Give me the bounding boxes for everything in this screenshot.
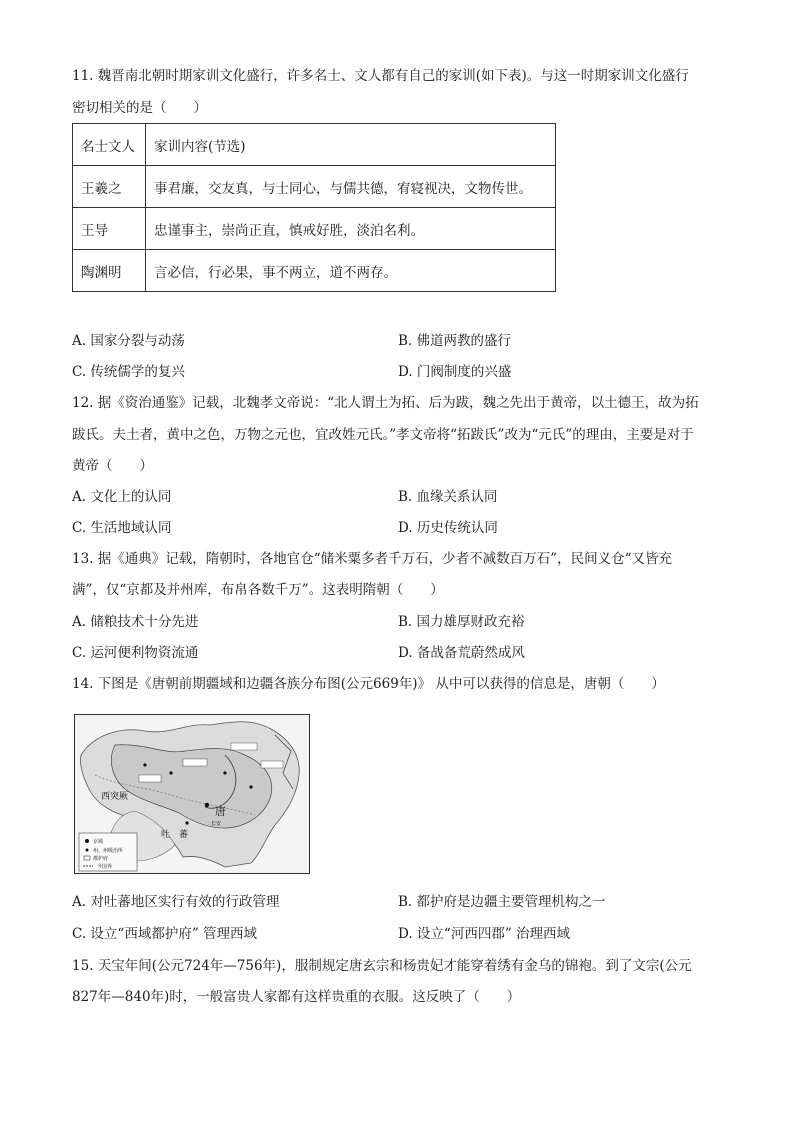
table-cell: 言必信，行必果，事不两立，道不两存。 [146, 250, 556, 292]
map-legend-protectorate: 都护府 [93, 856, 109, 862]
q11-stem-line2: 密切相关的是（ ） [72, 100, 207, 116]
q13-option-b[interactable]: B. 国力雄厚财政充裕 [398, 614, 525, 630]
table-cell: 事君廉，交友真，与士同心，与儒共德，宥寝视决，文物传世。 [146, 166, 556, 208]
table-header-cell: 名士文人 [73, 124, 146, 166]
map-label-tubo: 吐 蕃 [161, 830, 189, 840]
q12-stem-line2: 跋氏。夫土者，黄中之色，万物之元也，宜改姓元氏。”孝文帝将“拓跋氏”改为“元氏”的理由，主要是对于 [72, 427, 694, 443]
q13-stem-line2: 满”，仅“京都及并州库，布帛各数千万”。这表明隋朝（ ） [72, 582, 444, 598]
table-header-row [73, 124, 556, 166]
map-legend-border: 今国界 [97, 864, 113, 870]
map-label-capital: 长安 [211, 821, 222, 827]
q13-option-c[interactable]: C. 运河便利物资流通 [72, 645, 199, 661]
q12-stem-line3: 黄帝（ ） [72, 458, 153, 474]
q12-stem-line1: 12. 据《资治通鉴》记载，北魏孝文帝说：“北人谓土为拓、后为跋，魏之先出于黄帝，以土德王，故为拓 [72, 395, 699, 411]
q15-stem-line2: 827年—840年)时，一般富贵人家都有这样贵重的衣服。这反映了（ ） [72, 989, 521, 1005]
q14-option-a[interactable]: A. 对吐蕃地区实行有效的行政管理 [72, 894, 280, 910]
q12-option-d[interactable]: D. 历史传统认同 [398, 520, 498, 536]
q12-option-b[interactable]: B. 血缘关系认同 [398, 489, 498, 505]
q13-option-d[interactable]: D. 备战备荒蔚然成风 [398, 645, 525, 661]
map-figure [75, 715, 309, 873]
map-legend-capital: 京城 [93, 839, 104, 845]
q11-option-a[interactable]: A. 国家分裂与动荡 [72, 333, 185, 349]
q11-option-c[interactable]: C. 传统儒学的复兴 [72, 364, 185, 380]
table-cell: 王羲之 [73, 166, 146, 208]
q14-stem-line1: 14. 下图是《唐朝前期疆域和边疆各族分布图(公元669年)》 从中可以获得的信息是，唐朝（ ） [72, 676, 665, 692]
map-legend-prefecture: 州、州级治所 [93, 848, 124, 854]
q13-option-a[interactable]: A. 储粮技术十分先进 [72, 614, 199, 630]
tang-territory-map [74, 714, 310, 874]
table-cell: 王导 [73, 208, 146, 250]
table-row [73, 208, 556, 250]
table-row [73, 250, 556, 292]
table-cell: 陶渊明 [73, 250, 146, 292]
q14-option-c[interactable]: C. 设立“西域都护府” 管理西域 [72, 926, 258, 942]
q13-stem-line1: 13. 据《通典》记载，隋朝时，各地官仓“储米粟多者千万石，少者不减数百万石”，民间义仓“又皆充 [72, 551, 672, 567]
q12-option-c[interactable]: C. 生活地域认同 [72, 520, 172, 536]
q14-option-d[interactable]: D. 设立“河西四郡” 治理西域 [398, 926, 571, 942]
table-row [73, 166, 556, 208]
table-header-cell: 家训内容(节选) [146, 124, 556, 166]
q15-stem-line1: 15. 天宝年间(公元724年—756年)，服制规定唐玄宗和杨贵妃才能穿着绣有金乌的锦袍。到了文宗(公元 [72, 958, 692, 974]
q11-option-d[interactable]: D. 门阀制度的兴盛 [398, 364, 512, 380]
q11-option-b[interactable]: B. 佛道两教的盛行 [398, 333, 512, 349]
q11-stem-line1: 11. 魏晋南北朝时期家训文化盛行，许多名士、文人都有自己的家训(如下表)。与这一时期家训文化盛行 [72, 68, 689, 84]
q12-option-a[interactable]: A. 文化上的认同 [72, 489, 172, 505]
q14-option-b[interactable]: B. 都护府是边疆主要管理机构之一 [398, 894, 606, 910]
q11-family-instructions-table [72, 123, 556, 292]
table-cell: 忠谨事主，崇尚正直，慎戒好胜，淡泊名利。 [146, 208, 556, 250]
map-label-west: 西突厥 [101, 792, 129, 802]
map-label-tang: 唐 [215, 805, 226, 818]
